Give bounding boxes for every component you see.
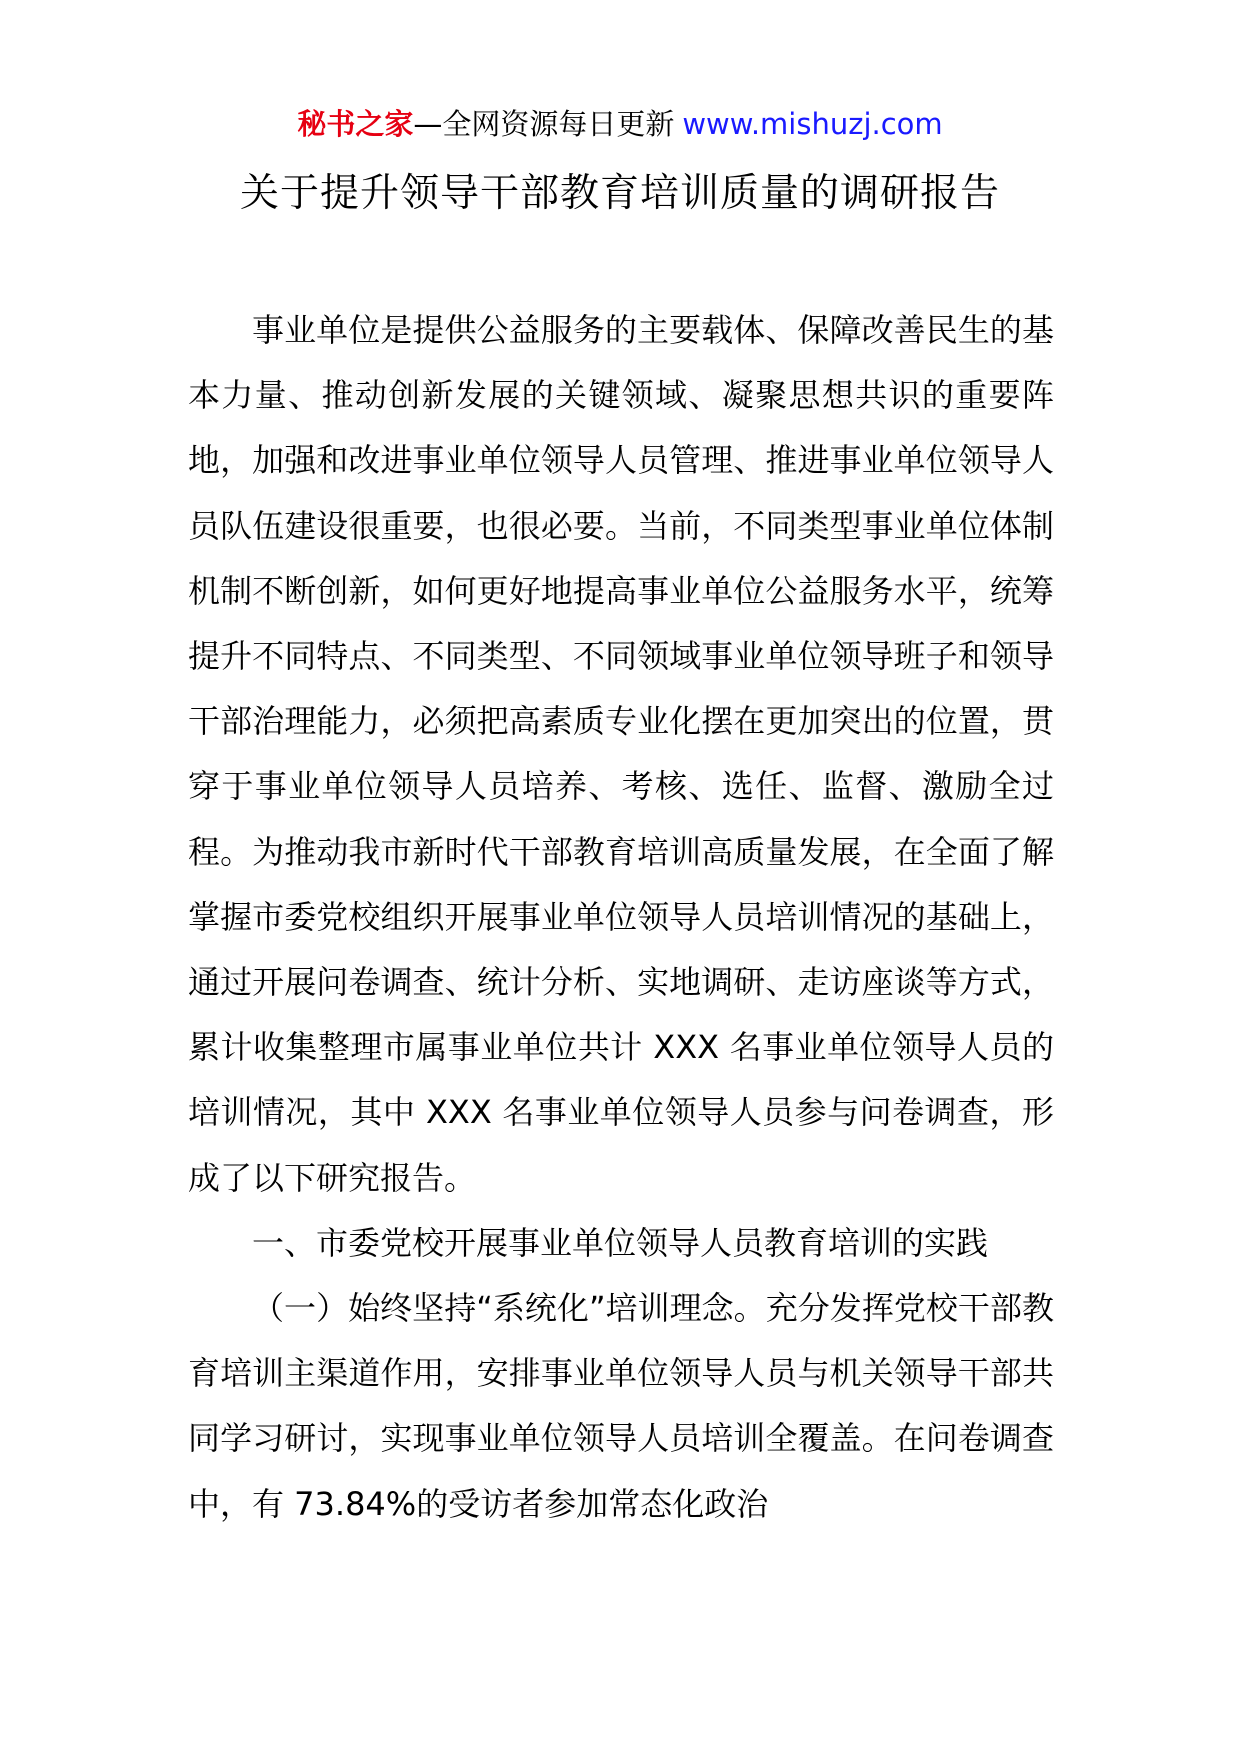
- intro-paragraph: 事业单位是提供公益服务的主要载体、保障改善民生的基本力量、推动创新发展的关键领域、凝聚思想共识的重要阵地，加强和改进事业单位领导人员管理、推进事业单位领导人员队伍建设很重要，也很必要。当前，不同类型事业单位体制机制不断创新，如何更好地提高事业单位公益服务水平，统筹提升不同特点、不同类型、不同领域事业单位领导班子和领导干部治理能力，必须把高素质专业化摆在更加突出的位置，贯穿于事业单位领导人员培养、考核、选任、监督、激励全过程。为推动我市新时代干部教育培训高质量发展，在全面了解掌握市委党校组织开展事业单位领导人员培训情况的基础上，通过开展问卷调查、统计分析、实地调研、走访座谈等方式，累计收集整理市属事业单位共计 XXX 名事业单位领导人员的培训情况，其中 XXX 名事业单位领导人员参与问卷调查，形成了以下研究报告。: [188, 311, 1054, 1197]
- site-url-link[interactable]: www.mishuzj.com: [682, 107, 943, 141]
- document-body: [188, 298, 1054, 1537]
- document-title: 关于提升领导干部教育培训质量的调研报告: [239, 171, 1000, 216]
- banner-slogan: —全网资源每日更新: [413, 107, 675, 141]
- section-heading: 一、市委党校开展事业单位领导人员教育培训的实践: [252, 1223, 989, 1262]
- brand-name: 秘书之家: [297, 107, 414, 141]
- subsection-paragraph: （一）始终坚持“系统化”培训理念。充分发挥党校干部教育培训主渠道作用，安排事业单位领导人员与机关领导干部共同学习研讨，实现事业单位领导人员培训全覆盖。在问卷调查中，有 73.84%的受访者参加常态化政治: [188, 1289, 1054, 1523]
- site-banner: [0, 104, 1240, 144]
